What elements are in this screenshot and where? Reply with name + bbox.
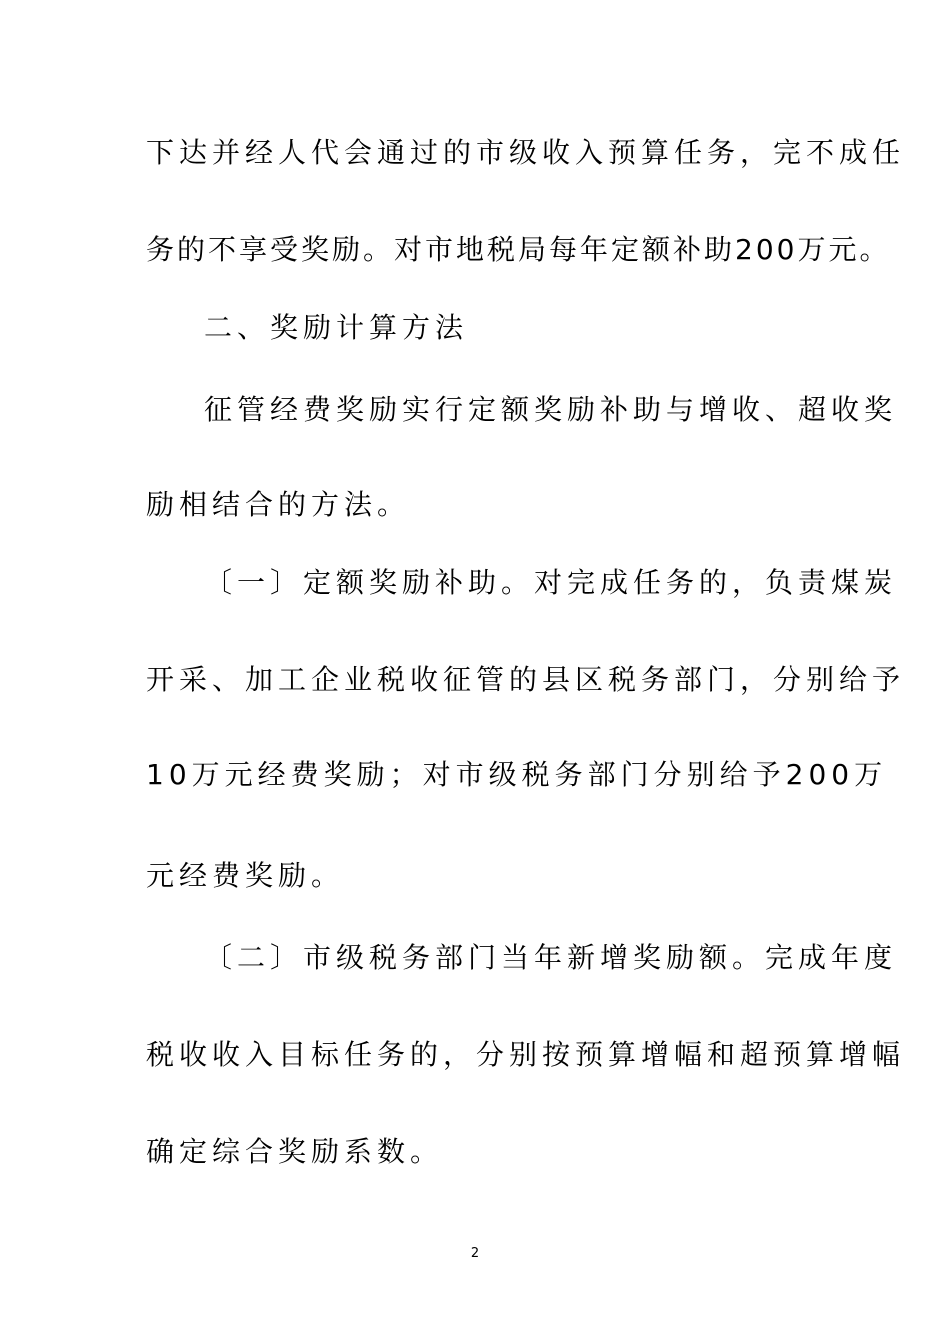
subsection-heading: 〔一〕定额奖励补助。对完成任务的，负责煤炭: [204, 566, 898, 599]
text-line: 务的不享受奖励。对市地税局每年定额补助200万元。: [146, 233, 891, 266]
text-line: 开采、加工企业税收征管的县区税务部门，分别给予: [146, 663, 906, 696]
text-line: 税收收入目标任务的，分别按预算增幅和超预算增幅: [146, 1038, 906, 1071]
page-number: 2: [470, 1246, 480, 1261]
text-line: 10万元经费奖励；对市级税务部门分别给予200万: [146, 758, 888, 791]
text-line: 励相结合的方法。: [146, 488, 411, 521]
text-line: 元经费奖励。: [146, 859, 345, 892]
text-line: 下达并经人代会通过的市级收入预算任务，完不成任: [146, 136, 906, 169]
section-heading: 二、奖励计算方法: [204, 311, 469, 344]
text-line: 确定综合奖励系数。: [146, 1135, 444, 1168]
subsection-heading: 〔二〕市级税务部门当年新增奖励额。完成年度: [204, 941, 898, 974]
text-line: 征管经费奖励实行定额奖励补助与增收、超收奖: [204, 393, 898, 426]
